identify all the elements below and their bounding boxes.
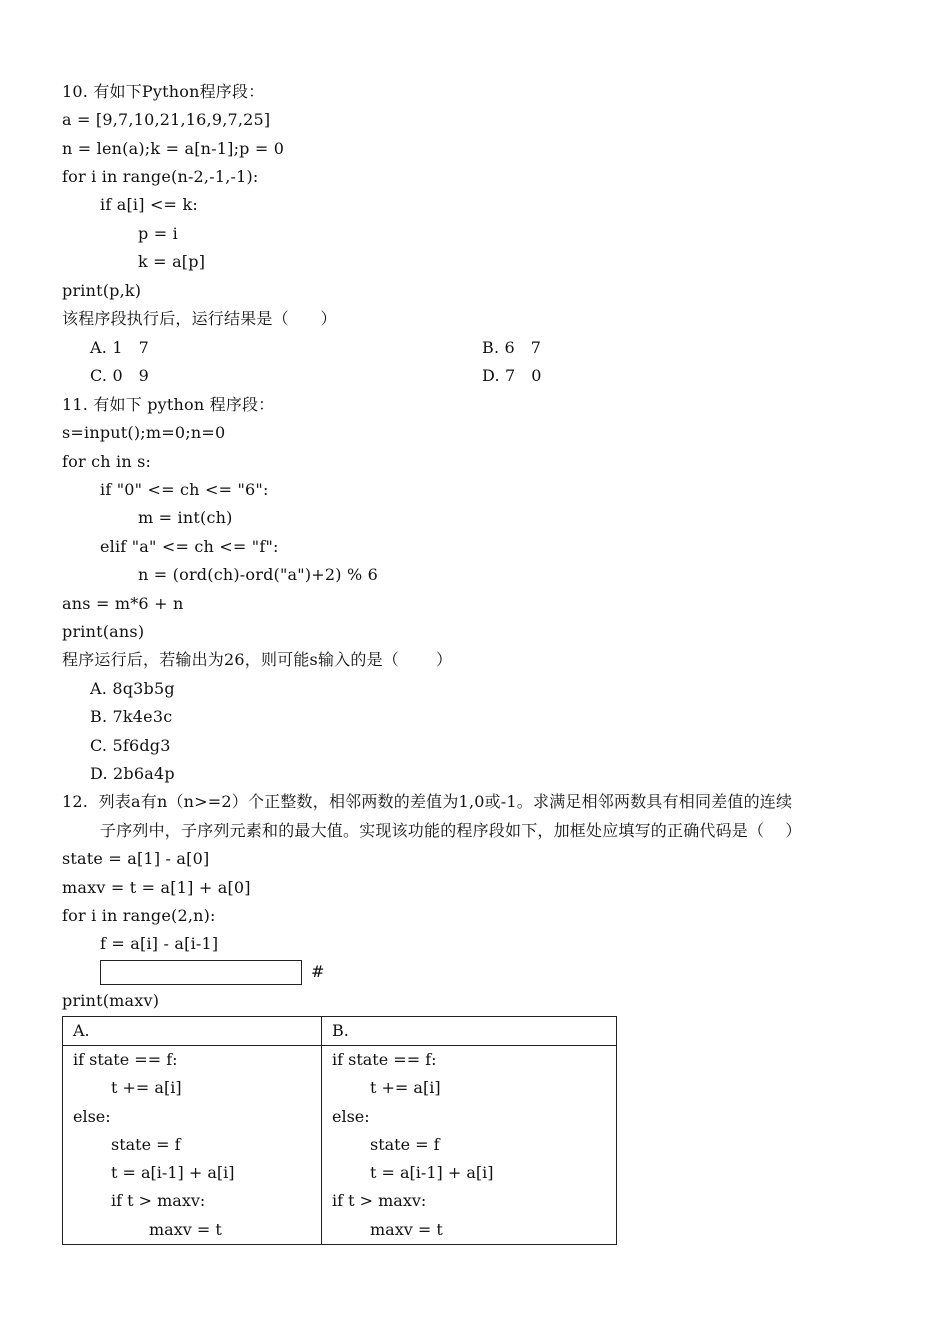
code-line: state = f [370,1134,440,1154]
q12-title-cont: 子序列中，子序列元素和的最大值。实现该功能的程序段如下，加框处应填写的正确代码是（ ） [100,821,802,840]
q11-code-line: n = (ord(ch)-ord("a")+2) % 6 [138,565,379,584]
comment-hash: # [311,962,325,981]
option-a-code [63,1046,322,1245]
q11-option-d: D. 2b6a4p [90,764,175,783]
q10-code-line: for i in range(n-2,-1,-1): [62,167,259,186]
q10-option-d: D. 7 0 [482,366,542,385]
q11-code-line: for ch in s: [62,452,152,471]
code-line: maxv = t [149,1219,222,1239]
q12-title: 12. 列表a有n（n>=2）个正整数，相邻两数的差值为1,0或-1。求满足相邻两数具有相同差值的连续 [62,792,793,811]
q10-code-line: k = a[p] [138,252,206,271]
q11-option-b: B. 7k4e3c [90,707,173,726]
code-line: else: [73,1106,111,1126]
q10-question: 该程序段执行后，运行结果是（ ） [62,309,337,328]
q12-code-line: for i in range(2,n): [62,906,216,925]
q11-option-a: A. 8q3b5g [90,679,175,698]
q12-code-line: maxv = t = a[1] + a[0] [62,878,251,897]
code-line: if t > maxv: [111,1191,206,1211]
q10-option-a: A. 1 7 [90,338,149,357]
q10-code-line: p = i [138,224,178,243]
q10-title: 10. 有如下Python程序段： [62,82,265,101]
q10-code-line: if a[i] <= k: [100,195,198,214]
q11-option-c: C. 5f6dg3 [90,736,171,755]
code-line: if t > maxv: [332,1191,427,1211]
code-line: t = a[i-1] + a[i] [370,1163,494,1183]
code-line: t += a[i] [111,1078,182,1098]
q12-code-line: f = a[i] - a[i-1] [100,934,219,953]
q11-code-line: s=input();m=0;n=0 [62,423,226,442]
code-line: else: [332,1106,370,1126]
q12-options-table [62,1016,617,1245]
q11-code-line: m = int(ch) [138,508,233,527]
option-b-header: B. [322,1017,617,1046]
code-line: maxv = t [370,1219,443,1239]
q10-option-b: B. 6 7 [482,338,542,357]
q11-title: 11. 有如下 python 程序段： [62,395,275,414]
q10-code-line: a = [9,7,10,21,16,9,7,25] [62,110,271,129]
q10-code-line: print(p,k) [62,281,142,300]
q12-code-line: state = a[1] - a[0] [62,849,210,868]
option-a-header: A. [63,1017,322,1046]
code-line: t += a[i] [370,1078,441,1098]
q10-code-line: n = len(a);k = a[n-1];p = 0 [62,139,285,158]
code-line: state = f [111,1134,181,1154]
code-line: t = a[i-1] + a[i] [111,1163,235,1183]
answer-blank-box [100,960,302,985]
q11-code-line: ans = m*6 + n [62,594,184,613]
q10-option-c: C. 0 9 [90,366,150,385]
code-line: if state == f: [73,1050,178,1069]
q11-code-line: elif "a" <= ch <= "f": [100,537,279,556]
option-b-code [322,1046,617,1245]
q11-code-line: print(ans) [62,622,145,641]
q11-question: 程序运行后，若输出为26，则可能s输入的是（ ） [62,650,453,669]
q12-code-line: print(maxv) [62,991,160,1010]
q11-code-line: if "0" <= ch <= "6": [100,480,269,499]
code-line: if state == f: [332,1050,437,1069]
